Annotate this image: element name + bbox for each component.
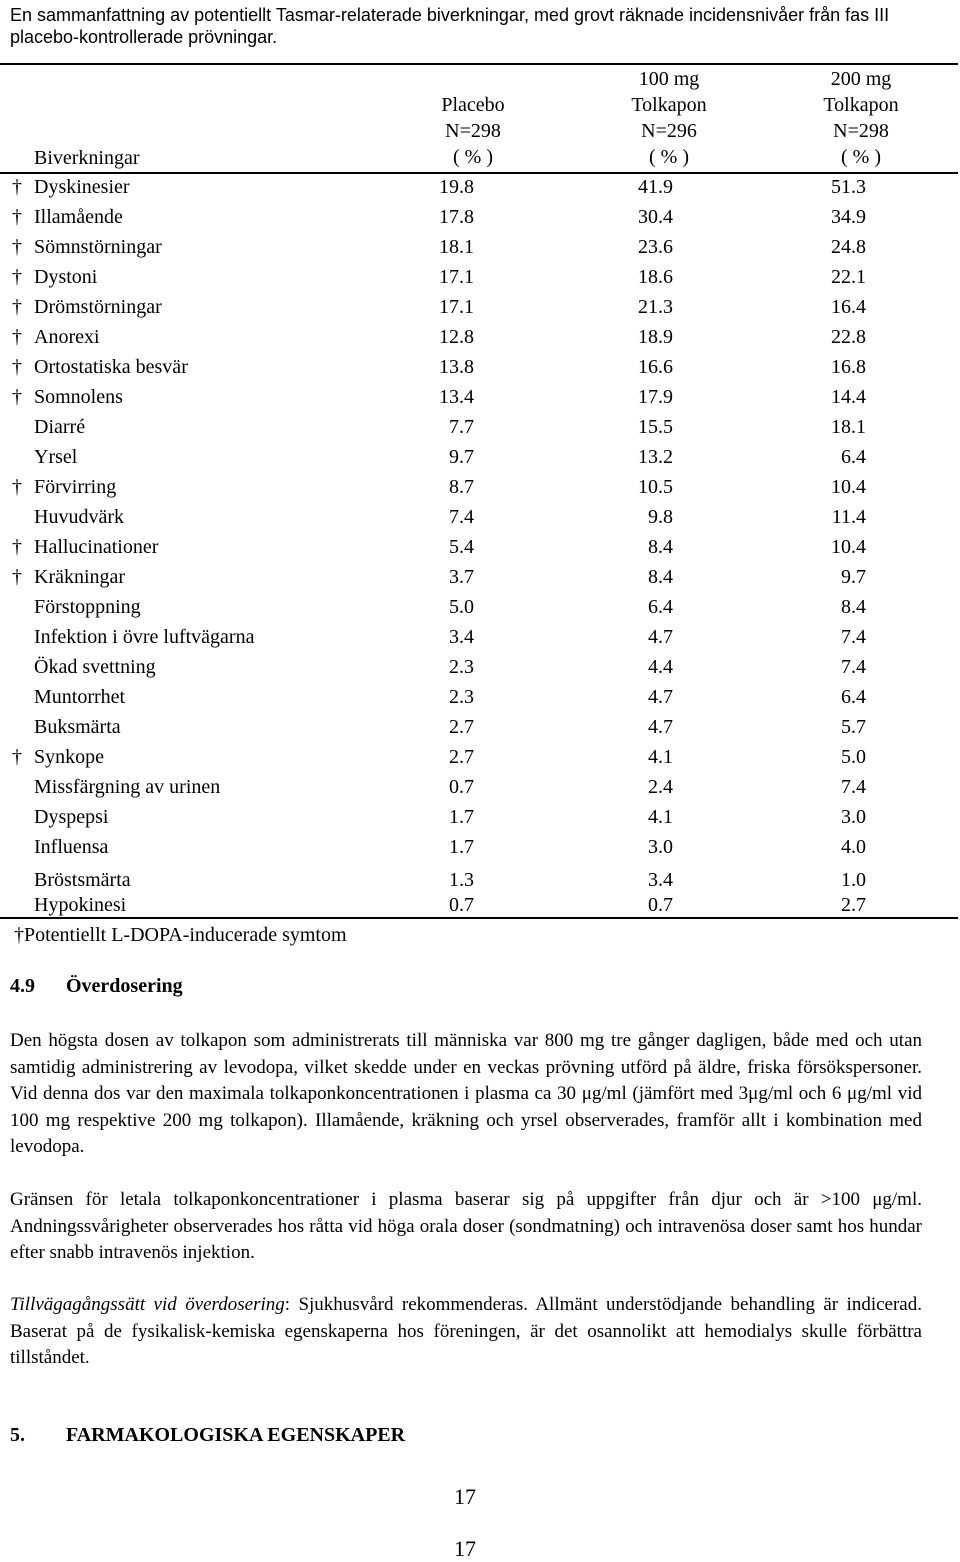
placebo-value: 7.7 [449, 416, 474, 438]
placebo-value: 3.7 [449, 566, 474, 588]
page-number: 17 [454, 1536, 476, 1561]
tolkapon-200mg-value: 8.4 [841, 596, 866, 618]
tolkapon-200mg-value: 7.4 [841, 626, 866, 648]
adverse-effect-name: Förstoppning [34, 596, 141, 618]
tolkapon-200mg-value: 9.7 [841, 566, 866, 588]
tolkapon-100mg-value: 3.0 [648, 836, 673, 858]
section-number: 5. [10, 1424, 25, 1446]
placebo-value: 2.3 [449, 656, 474, 678]
placebo-value: 7.4 [449, 506, 474, 528]
adverse-effect-name: Dyskinesier [34, 176, 130, 198]
tolkapon-100mg-value: 2.4 [648, 776, 673, 798]
dagger-marker: † [12, 746, 22, 768]
placebo-value: 19.8 [439, 176, 474, 198]
tolkapon-200mg-value: 1.0 [841, 869, 866, 891]
tolkapon-200mg-value: 3.0 [841, 806, 866, 828]
dagger-marker: † [12, 236, 22, 258]
tolkapon-200mg-value: 7.4 [841, 656, 866, 678]
table-bottom-rule [0, 917, 958, 919]
tolkapon-100mg-value: 9.8 [648, 506, 673, 528]
dagger-marker: † [12, 176, 22, 198]
placebo-value: 1.7 [449, 806, 474, 828]
header-100mg: 100 mg Tolkapon N=296 ( % ) [631, 68, 707, 168]
table-row [0, 742, 958, 772]
placebo-value: 0.7 [449, 776, 474, 798]
adverse-effect-name: Diarré [34, 416, 86, 438]
adverse-effect-name: Dyspepsi [34, 806, 109, 828]
tolkapon-100mg-value: 41.9 [638, 176, 673, 198]
table-row [0, 442, 958, 472]
tolkapon-200mg-value: 18.1 [831, 416, 866, 438]
dagger-marker: † [12, 536, 22, 558]
tolkapon-200mg-value: 24.8 [831, 236, 866, 258]
header-200mg: 200 mg Tolkapon N=298 ( % ) [823, 68, 899, 168]
adverse-effect-name: Influensa [34, 836, 109, 858]
table-footnote: †Potentiellt L-DOPA-inducerade symtom [14, 924, 347, 946]
tolkapon-200mg-value: 16.4 [831, 296, 866, 318]
section-title: Överdosering [66, 975, 183, 997]
paragraph-overdose-3 [10, 1292, 922, 1372]
tolkapon-200mg-value: 16.8 [831, 356, 866, 378]
section-title: FARMAKOLOGISKA EGENSKAPER [66, 1424, 406, 1446]
tolkapon-200mg-value: 34.9 [831, 206, 866, 228]
placebo-value: 17.8 [439, 206, 474, 228]
tolkapon-100mg-value: 4.1 [648, 806, 673, 828]
tolkapon-100mg-value: 10.5 [638, 476, 673, 498]
table-row [0, 682, 958, 712]
tolkapon-100mg-value: 16.6 [638, 356, 673, 378]
table-row [0, 502, 958, 532]
table-row [0, 382, 958, 412]
dagger-marker: † [12, 206, 22, 228]
tolkapon-100mg-value: 4.7 [648, 626, 673, 648]
dagger-marker: † [12, 296, 22, 318]
table-row [0, 622, 958, 652]
tolkapon-100mg-value: 8.4 [648, 566, 673, 588]
placebo-value: 5.4 [449, 536, 474, 558]
table-row [0, 472, 958, 502]
adverse-effect-name: Huvudvärk [34, 506, 124, 528]
table-row [0, 532, 958, 562]
section-heading-4-9 [10, 975, 183, 998]
tolkapon-200mg-value: 22.1 [831, 266, 866, 288]
adverse-effect-name: Hallucinationer [34, 536, 159, 558]
placebo-value: 2.3 [449, 686, 474, 708]
tolkapon-100mg-value: 15.5 [638, 416, 673, 438]
adverse-effect-name: Ortostatiska besvär [34, 356, 188, 378]
table-row [0, 262, 958, 292]
section-number: 4.9 [10, 975, 35, 997]
adverse-effect-name: Anorexi [34, 326, 100, 348]
adverse-effect-name: Muntorrhet [34, 686, 126, 708]
tolkapon-200mg-value: 4.0 [841, 836, 866, 858]
tolkapon-100mg-value: 4.4 [648, 656, 673, 678]
table-row [0, 202, 958, 232]
placebo-value: 18.1 [439, 236, 474, 258]
placebo-value: 1.3 [449, 869, 474, 891]
adverse-effect-name: Bröstsmärta [34, 869, 131, 891]
table-row [0, 352, 958, 382]
adverse-effect-name: Kräkningar [34, 566, 126, 588]
placebo-value: 0.7 [449, 894, 474, 916]
tolkapon-100mg-value: 23.6 [638, 236, 673, 258]
tolkapon-100mg-value: 21.3 [638, 296, 673, 318]
dagger-marker: † [12, 476, 22, 498]
adverse-effect-name: Infektion i övre luftvägarna [34, 626, 255, 648]
placebo-value: 13.4 [439, 386, 474, 408]
adverse-effect-name: Ökad svettning [34, 656, 156, 678]
tolkapon-200mg-value: 6.4 [841, 446, 866, 468]
dagger-marker: † [12, 266, 22, 288]
tolkapon-100mg-value: 30.4 [638, 206, 673, 228]
table-row [0, 322, 958, 352]
tolkapon-200mg-value: 6.4 [841, 686, 866, 708]
adverse-effect-name: Hypokinesi [34, 894, 127, 916]
table-row [0, 172, 958, 202]
placebo-value: 13.8 [439, 356, 474, 378]
tolkapon-200mg-value: 11.4 [831, 506, 866, 528]
adverse-effect-name: Missfärgning av urinen [34, 776, 221, 798]
tolkapon-200mg-value: 22.8 [831, 326, 866, 348]
adverse-effect-name: Dystoni [34, 266, 98, 288]
tolkapon-100mg-value: 4.1 [648, 746, 673, 768]
table-row [0, 802, 958, 832]
page-number: 17 [454, 1484, 476, 1509]
table-row [0, 832, 958, 862]
placebo-value: 2.7 [449, 716, 474, 738]
table-row [0, 652, 958, 682]
tolkapon-200mg-value: 51.3 [831, 176, 866, 198]
tolkapon-200mg-value: 5.0 [841, 746, 866, 768]
table-row [0, 712, 958, 742]
table-row [0, 292, 958, 322]
tolkapon-100mg-value: 17.9 [638, 386, 673, 408]
paragraph-rest: : Sjukhusvård rekommenderas. Allmänt understödjande behandling är indicerad. Baserat på de fysikalisk-kemiska egenskaperna hos föreningen, är det osannolikt att hemodialys skulle förbättra tillståndet. [10, 1294, 922, 1368]
tolkapon-100mg-value: 13.2 [638, 446, 673, 468]
adverse-effect-name: Sömnstörningar [34, 236, 162, 258]
tolkapon-200mg-value: 7.4 [841, 776, 866, 798]
adverse-effect-name: Drömstörningar [34, 296, 162, 318]
adverse-effect-name: Synkope [34, 746, 104, 768]
adverse-effect-name: Buksmärta [34, 716, 121, 738]
tolkapon-200mg-value: 2.7 [841, 894, 866, 916]
placebo-value: 5.0 [449, 596, 474, 618]
dagger-marker: † [12, 326, 22, 348]
dagger-marker: † [12, 386, 22, 408]
tolkapon-200mg-value: 14.4 [831, 386, 866, 408]
placebo-value: 17.1 [439, 296, 474, 318]
placebo-value: 1.7 [449, 836, 474, 858]
tolkapon-100mg-value: 4.7 [648, 716, 673, 738]
table-row [0, 890, 958, 920]
header-placebo: Placebo N=298 ( % ) [441, 94, 505, 168]
placebo-value: 12.8 [439, 326, 474, 348]
placebo-value: 2.7 [449, 746, 474, 768]
dagger-marker: † [12, 356, 22, 378]
tolkapon-200mg-value: 5.7 [841, 716, 866, 738]
intro-text: En sammanfattning av potentiellt Tasmar-relaterade biverkningar, med grovt räknade incidensnivåer från fas III placebo-kontrollerade prövningar. [10, 5, 890, 47]
tolkapon-100mg-value: 4.7 [648, 686, 673, 708]
table-row [0, 592, 958, 622]
tolkapon-100mg-value: 18.6 [638, 266, 673, 288]
header-biverkningar: Biverkningar [34, 147, 140, 169]
placebo-value: 8.7 [449, 476, 474, 498]
adverse-effect-name: Illamående [34, 206, 123, 228]
table-top-rule [0, 63, 958, 65]
placebo-value: 9.7 [449, 446, 474, 468]
section-heading-5 [10, 1424, 405, 1447]
tolkapon-100mg-value: 3.4 [648, 869, 673, 891]
tolkapon-100mg-value: 8.4 [648, 536, 673, 558]
tolkapon-100mg-value: 6.4 [648, 596, 673, 618]
table-row [0, 562, 958, 592]
tolkapon-200mg-value: 10.4 [831, 536, 866, 558]
adverse-effect-name: Förvirring [34, 476, 117, 498]
table-row [0, 772, 958, 802]
placebo-value: 17.1 [439, 266, 474, 288]
tolkapon-200mg-value: 10.4 [831, 476, 866, 498]
paragraph-italic-lead: Tillvägagångssätt vid överdosering [10, 1294, 285, 1315]
paragraph-overdose-2: Gränsen för letala tolkaponkoncentrationer i plasma baserar sig på uppgifter från djur och är >100 μg/ml. Andningssvårigheter observerades hos råtta vid höga orala doser (sondmatning) och intravenösa doser samt hos hundar efter snabb intravenös injektion. [10, 1189, 922, 1263]
dagger-marker: † [12, 566, 22, 588]
adverse-effect-name: Yrsel [34, 446, 78, 468]
placebo-value: 3.4 [449, 626, 474, 648]
table-row [0, 412, 958, 442]
table-row [0, 232, 958, 262]
adverse-effect-name: Somnolens [34, 386, 123, 408]
paragraph-overdose-1: Den högsta dosen av tolkapon som administrerats till människa var 800 mg tre gånger dagligen, både med och utan samtidig administrering av levodopa, vilket skedde under en veckas prövning utförd på äldre, friska försökspersoner. Vid denna dos var den maximala tolkaponkoncentrationen i plasma ca 30 μg/ml (jämfört med 3μg/ml och 6 μg/ml vid 100 mg respektive 200 mg tolkapon). Illamående, kräkning och yrsel observerades, framför allt i kombination med levodopa. [10, 1030, 922, 1157]
tolkapon-100mg-value: 18.9 [638, 326, 673, 348]
tolkapon-100mg-value: 0.7 [648, 894, 673, 916]
